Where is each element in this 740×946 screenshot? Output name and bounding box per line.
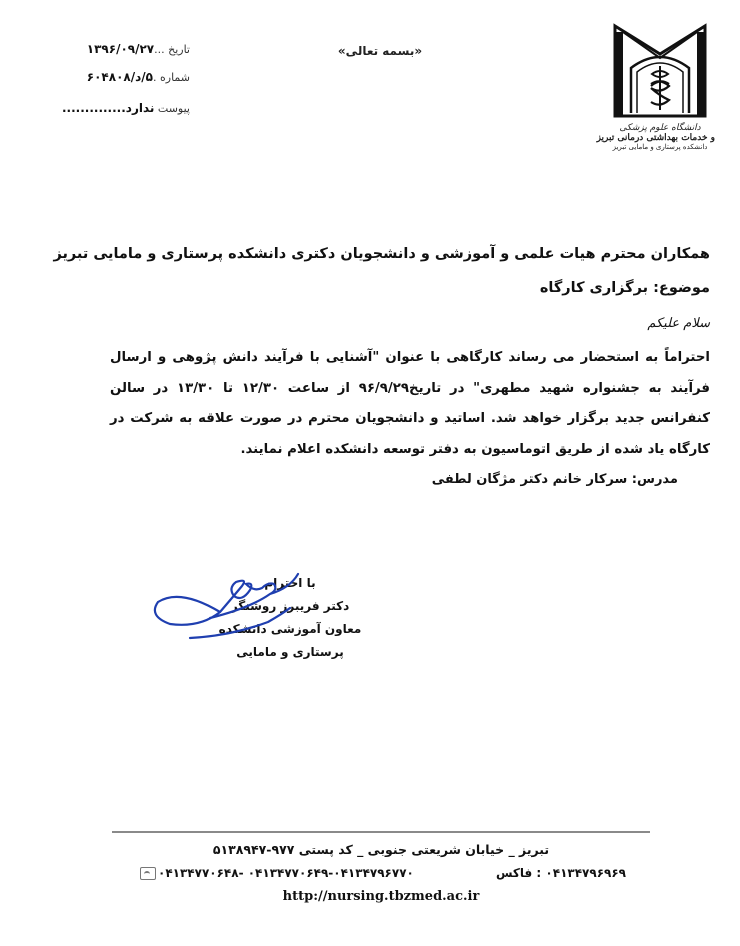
- phone-numbers-group: [140, 866, 414, 880]
- footer-divider: [112, 831, 650, 833]
- signatory-name: دکتر فریبرز روشنگر: [230, 599, 350, 613]
- bismillah: «بسمه تعالی»: [337, 44, 423, 58]
- website-link[interactable]: http://nursing.tbzmed.ac.ir: [282, 889, 480, 904]
- logo-emblem-icon: [605, 18, 715, 123]
- instructor: مدرس: سرکار خانم دکتر مژگان لطفی: [431, 472, 678, 487]
- signatory-title-1: معاون آموزشی دانشکده: [218, 622, 362, 636]
- fax-number: ۰۴۱۳۴۷۹۶۹۶۹: [545, 866, 626, 880]
- letter-number: [40, 70, 190, 84]
- attachment-label: پیوست: [157, 102, 190, 115]
- letter-date: [40, 42, 190, 56]
- date-value: ۱۳۹۶/۰۹/۲۷: [86, 42, 155, 56]
- attachment-value: ندارد..............: [61, 101, 155, 115]
- fax-label: : فاکس: [495, 866, 542, 880]
- logo-text-university: دانشگاه علوم پزشکی: [619, 123, 701, 133]
- greeting: سلام علیکم: [647, 316, 710, 331]
- addressee: همکاران محترم هیات علمی و آموزشی و دانشجویان دکتری دانشکده پرستاری و مامایی تبریز: [53, 246, 710, 262]
- logo-text-services: و خدمات بهداشتی درمانی تبریز: [596, 133, 715, 143]
- subject: موضوع: برگزاری کارگاه: [539, 280, 710, 296]
- signature-closing: با احترام: [264, 576, 316, 590]
- signatory-title-2: پرستاری و مامایی: [236, 645, 344, 659]
- telephone-icon: [140, 867, 156, 880]
- university-logo: [596, 18, 715, 183]
- number-label: شماره .: [153, 71, 190, 84]
- number-value: ۵/د/۶۰۴۸۰۸: [86, 70, 153, 84]
- letter-body: احتراماً به استحضار می رساند کارگاهی با عنوان "آشنایی با فرآیند دانش پژوهی و ارسال فرآیند به جشنواره شهید مطهری" در تاریخ۹۶/۹/۲۹ از ساعت ۱۲/۳۰ تا ۱۳/۳۰ در سالن کنفرانس جدید برگزار خواهد شد. اساتید و دانشجویان محترم در صورت علاقه به شرکت در کارگاه یاد شده از طریق اتوماسیون به دفتر توسعه دانشکده اعلام نمایند.: [110, 350, 711, 457]
- date-label: تاریخ ...: [154, 43, 190, 56]
- footer-address: تبریز _ خیابان شریعتی جنوبی _ کد پستی ۹۷۷-۵۱۳۸۹۴۷: [212, 842, 550, 857]
- signature-block: [215, 572, 365, 664]
- fax-group: [496, 866, 626, 880]
- logo-text-faculty: دانشکده پرستاری و مامایی تبریز: [612, 143, 708, 151]
- phone-numbers: ۰۴۱۳۴۷۷۰۶۴۸- ۰۴۱۳۴۷۷۰۶۴۹-۰۴۱۳۴۷۹۶۷۷۰: [158, 866, 414, 880]
- letter-attachment: [40, 101, 190, 115]
